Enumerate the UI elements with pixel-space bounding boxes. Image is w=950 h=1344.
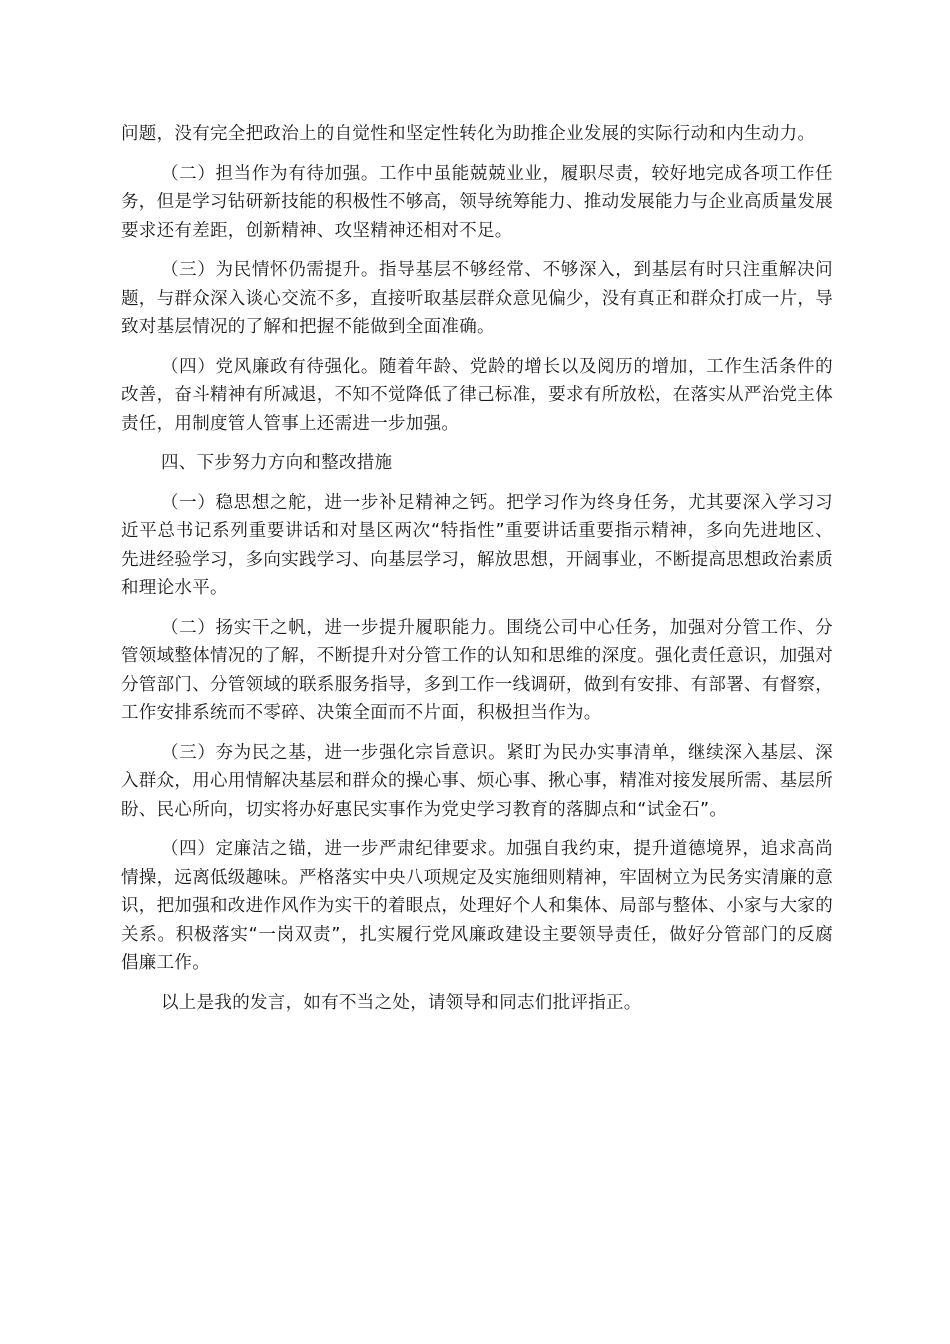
paragraph-continuation: 问题，没有完全把政治上的自觉性和坚定性转化为助推企业发展的实际行动和内生动力。	[121, 124, 816, 144]
section-heading: 四、下步努力方向和整改措施	[161, 453, 393, 473]
paragraph-shortcoming-3: （三）为民情怀仍需提升。指导基层不够经常、不够深入，到基层有时只注重解决问题，与群众深入谈心交流不多，直接听取基层群众意见偏少，没有真正和群众打成一片，导致对基层情况的了解和把握不能做到全面准确。	[121, 260, 833, 337]
paragraph-measure-2: （二）扬实干之帆，进一步提升履职能力。围绕公司中心任务，加强对分管工作、分管领域整体情况的了解，不断提升对分管工作的认知和思维的深度。强化责任意识，加强对分管部门、分管领域的联系服务指导，多到工作一线调研，做到有安排、有部署、有督察，工作安排系统而不零碎、决策全面而不片面，积极担当作为。	[121, 617, 833, 723]
paragraph-shortcoming-4: （四）党风廉政有待强化。随着年龄、党龄的增长以及阅历的增加，工作生活条件的改善，奋斗精神有所减退，不知不觉降低了律己标准，要求有所放松，在落实从严治党主体责任，用制度管人管事上还需进一步加强。	[121, 356, 833, 434]
paragraph-measure-3: （三）夯为民之基，进一步强化宗旨意识。紧盯为民办实事清单，继续深入基层、深入群众，用心用情解决基层和群众的操心事、烦心事、揪心事，精准对接发展所需、基层所盼、民心所向，切实将办好惠民实事作为党史学习教育的落脚点和“试金石”。	[121, 742, 833, 820]
paragraph-measure-1: （一）稳思想之舵，进一步补足精神之钙。把学习作为终身任务，尤其要深入学习习近平总书记系列重要讲话和对垦区两次“特指性”重要讲话重要指示精神，多向先进地区、先进经验学习，多向实践学习、向基层学习，解放思想，开阔事业，不断提高思想政治素质和理论水平。	[121, 492, 833, 598]
paragraph-measure-4: （四）定廉洁之锚，进一步严肃纪律要求。加强自我约束，提升道德境界，追求高尚情操，远离低级趣味。严格落实中央八项规定及实施细则精神，牢固树立为民务实清廉的意识，把加强和改进作风作为实干的着眼点，处理好个人和集体、局部与整体、小家与大家的关系。积极落实“一岗双责”，扎实履行党风廉政建设主要领导责任，做好分管部门的反腐倡廉工作。	[121, 839, 833, 973]
paragraph-closing: 以上是我的发言，如有不当之处，请领导和同志们批评指正。	[161, 992, 642, 1013]
document-body	[121, 120, 833, 1028]
paragraph-shortcoming-2: （二）担当作为有待加强。工作中虽能兢兢业业，履职尽责，较好地完成各项工作任务，但是学习钻研新技能的积极性不够高，领导统筹能力、推动发展能力与企业高质量发展要求还有差距，创新精神、攻坚精神还相对不足。	[121, 163, 833, 241]
